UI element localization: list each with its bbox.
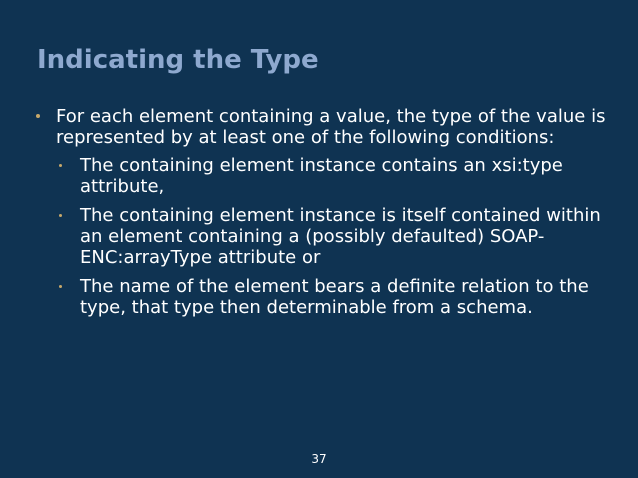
bullet-dot-icon <box>36 114 40 118</box>
sub-bullet-dot-icon <box>59 164 62 167</box>
bullet-list <box>32 106 612 326</box>
sub-bullet-text: The containing element instance contains an xsi:type attribute, <box>80 155 563 197</box>
sub-bullet-item <box>56 205 612 268</box>
slide-title: Indicating the Type <box>37 45 319 75</box>
sub-bullet-dot-icon <box>59 214 62 217</box>
sub-bullet-item <box>56 276 612 318</box>
sub-bullet-text: The containing element instance is itself contained within an element containing a (possibly defaulted) SOAP-ENC:arrayType attribute or <box>80 205 601 268</box>
sub-bullet-item <box>56 155 612 197</box>
page-number: 37 <box>311 452 327 466</box>
sub-bullet-list <box>56 155 612 318</box>
sub-bullet-text: The name of the element bears a definite relation to the type, that type then determinable from a schema. <box>80 276 589 318</box>
bullet-text: For each element containing a value, the type of the value is represented by at least one of the following conditions: <box>56 106 606 148</box>
sub-bullet-dot-icon <box>59 285 62 288</box>
bullet-item <box>32 106 612 318</box>
